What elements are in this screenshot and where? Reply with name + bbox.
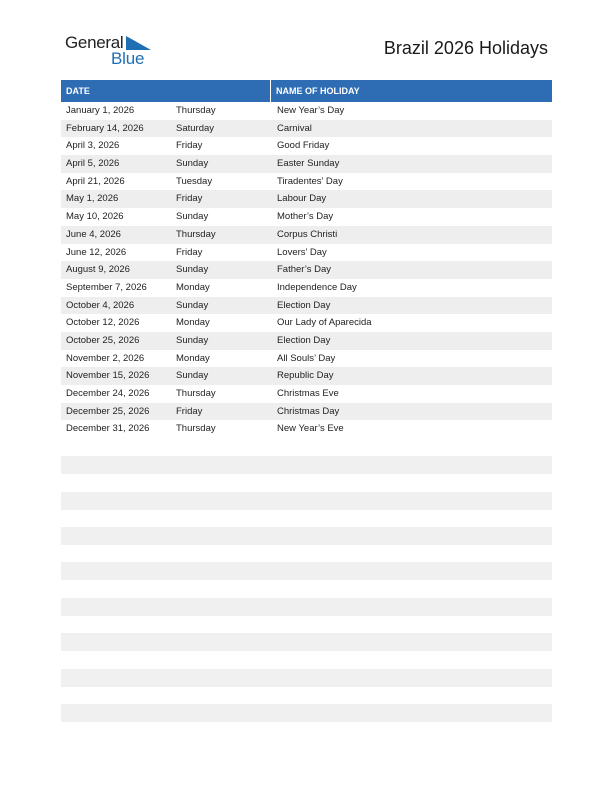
holiday-weekday: Friday: [176, 246, 203, 258]
holiday-date: April 21, 2026: [66, 175, 125, 187]
holiday-weekday: Sunday: [176, 211, 209, 223]
holiday-date: December 24, 2026: [66, 388, 150, 399]
holiday-name: Independence Day: [277, 281, 357, 293]
empty-row: [61, 492, 552, 510]
table-row: [61, 208, 552, 226]
holiday-weekday: Thursday: [176, 423, 216, 435]
table-row: [61, 120, 552, 138]
empty-row: [61, 562, 552, 580]
table-row: [61, 173, 552, 191]
holiday-weekday: Thursday: [176, 105, 216, 116]
table-row: [61, 332, 552, 350]
holiday-weekday: Sunday: [176, 334, 209, 346]
holiday-date: May 1, 2026: [66, 193, 119, 205]
holiday-weekday: Sunday: [176, 370, 209, 382]
empty-row: [61, 704, 552, 722]
holiday-weekday: Monday: [176, 281, 210, 293]
holiday-name: New Year’s Eve: [277, 423, 344, 435]
table-row: [61, 350, 552, 368]
holiday-date: February 14, 2026: [66, 122, 144, 134]
empty-row: [61, 527, 552, 545]
table-row: [61, 297, 552, 315]
holiday-name: Christmas Eve: [277, 388, 339, 399]
table-row: [61, 314, 552, 332]
holiday-name: Easter Sunday: [277, 158, 340, 170]
holiday-date: January 1, 2026: [66, 105, 135, 116]
holiday-weekday: Monday: [176, 317, 210, 329]
holiday-name: Lovers’ Day: [277, 246, 327, 258]
holiday-name: New Year’s Day: [277, 105, 345, 116]
holiday-date: August 9, 2026: [66, 264, 130, 276]
header-date: DATE: [61, 80, 271, 102]
table-row: [61, 403, 552, 421]
holiday-date: December 25, 2026: [66, 405, 150, 417]
table-row: [61, 367, 552, 385]
table-row: [61, 226, 552, 244]
holiday-name: Good Friday: [277, 140, 330, 152]
holiday-weekday: Thursday: [176, 388, 216, 399]
empty-row: [61, 598, 552, 616]
holiday-date: September 7, 2026: [66, 281, 147, 293]
holiday-date: April 5, 2026: [66, 158, 120, 170]
empty-row: [61, 456, 552, 474]
holiday-date: June 12, 2026: [66, 246, 127, 258]
holiday-name: Christmas Day: [277, 405, 340, 417]
holiday-name: Tiradentes’ Day: [277, 175, 343, 187]
generalblue-logo: [65, 33, 155, 69]
holiday-date: April 3, 2026: [66, 140, 120, 152]
holiday-weekday: Sunday: [176, 299, 209, 311]
empty-row: [61, 669, 552, 687]
holiday-name: Mother’s Day: [277, 211, 334, 223]
holiday-weekday: Monday: [176, 352, 210, 364]
holiday-weekday: Friday: [176, 140, 203, 152]
holiday-date: November 2, 2026: [66, 352, 145, 364]
table-body: [61, 102, 552, 438]
holiday-name: All Souls’ Day: [277, 352, 336, 364]
table-row: [61, 190, 552, 208]
table-row: [61, 261, 552, 279]
page-title: Brazil 2026 Holidays: [383, 38, 548, 58]
holiday-name: Republic Day: [277, 370, 334, 382]
table-row: [61, 420, 552, 438]
holiday-weekday: Friday: [176, 405, 203, 417]
table-row: [61, 244, 552, 262]
table-row: [61, 279, 552, 297]
holiday-date: June 4, 2026: [66, 228, 121, 240]
table-row: [61, 385, 552, 403]
empty-row: [61, 633, 552, 651]
holiday-date: November 15, 2026: [66, 370, 150, 382]
holiday-date: December 31, 2026: [66, 423, 150, 435]
holiday-name: Carnival: [277, 122, 312, 134]
table-row: [61, 155, 552, 173]
holiday-name: Father’s Day: [277, 264, 332, 276]
holiday-weekday: Friday: [176, 193, 203, 205]
holiday-weekday: Saturday: [176, 122, 215, 134]
logo-triangle-icon: [123, 36, 151, 50]
holiday-weekday: Sunday: [176, 264, 209, 276]
table-row: [61, 102, 552, 120]
holiday-weekday: Thursday: [176, 228, 216, 240]
holiday-date: May 10, 2026: [66, 211, 124, 223]
holiday-name: Our Lady of Aparecida: [277, 317, 372, 329]
holiday-weekday: Tuesday: [176, 175, 213, 187]
holiday-name: Labour Day: [277, 193, 327, 205]
logo-word-blue: Blue: [111, 49, 145, 68]
table-row: [61, 137, 552, 155]
holiday-date: October 12, 2026: [66, 317, 140, 329]
logo-word-general: General: [65, 33, 124, 52]
holiday-date: October 25, 2026: [66, 334, 140, 346]
holiday-table: [61, 80, 552, 438]
table-header: [61, 80, 552, 102]
holiday-date: October 4, 2026: [66, 299, 135, 311]
holiday-name: Election Day: [277, 334, 331, 346]
header-holiday-name: NAME OF HOLIDAY: [276, 86, 360, 96]
holiday-weekday: Sunday: [176, 158, 209, 170]
holiday-name: Election Day: [277, 299, 331, 311]
holiday-name: Corpus Christi: [277, 228, 338, 240]
